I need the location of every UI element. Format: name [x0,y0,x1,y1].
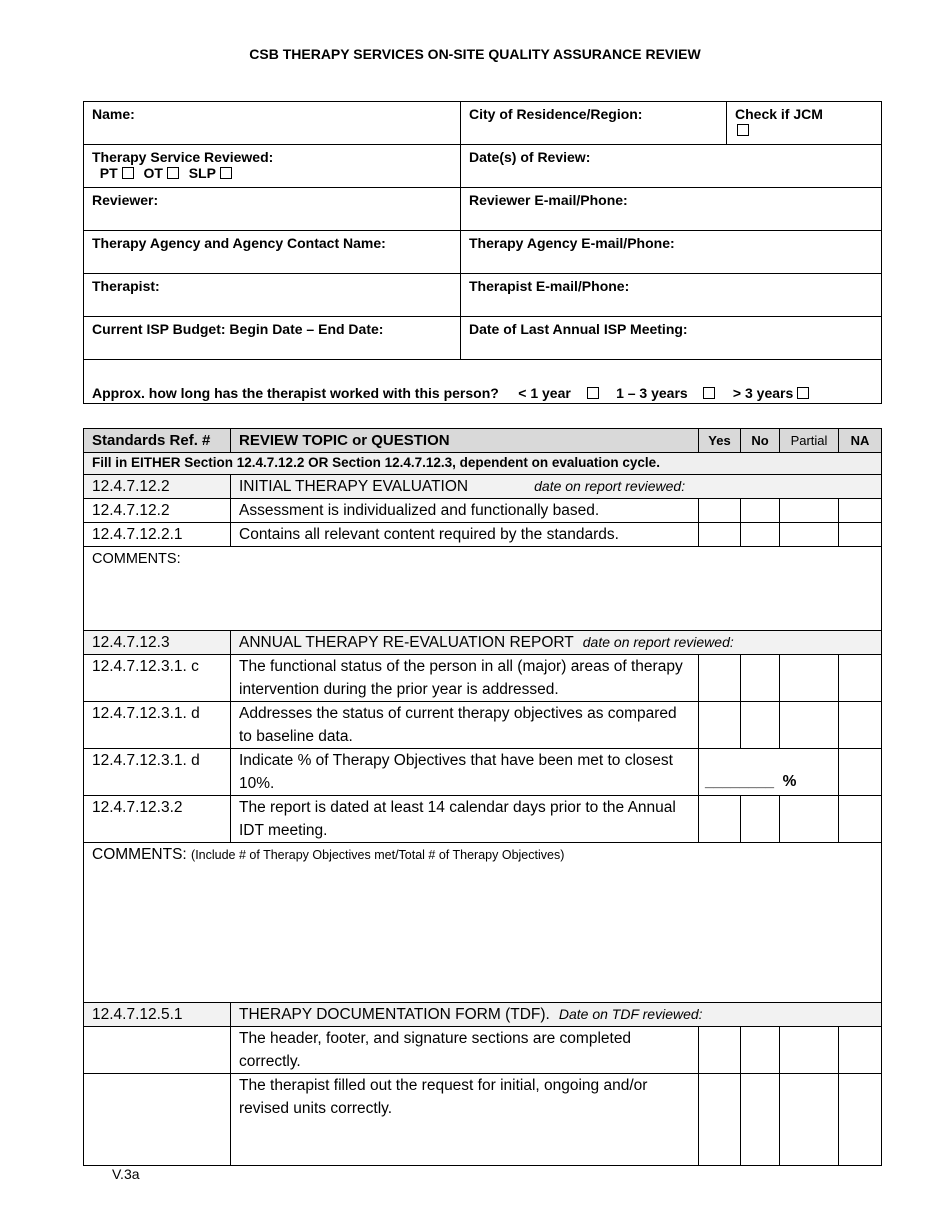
partial-cell[interactable] [780,499,839,523]
no-cell[interactable] [741,655,780,702]
table-row: 12.4.7.12.3.1. d Indicate % of Therapy Objectives that have been met to closest 10%. ________ % [84,749,882,796]
na-cell[interactable] [839,499,882,523]
section-ref: 12.4.7.12.3 [84,631,231,655]
pt-checkbox[interactable] [122,167,134,179]
header-no: No [741,429,780,453]
review-dates-field[interactable]: Date(s) of Review: [461,145,882,188]
under-1-year-checkbox[interactable] [587,387,599,399]
partial-cell[interactable] [780,655,839,702]
agency-field[interactable]: Therapy Agency and Agency Contact Name: [84,231,461,274]
header-partial: Partial [780,429,839,453]
budget-field[interactable]: Current ISP Budget: Begin Date – End Date: [84,317,461,360]
na-cell[interactable] [839,655,882,702]
yes-cell[interactable] [699,1027,741,1074]
partial-cell[interactable] [780,1027,839,1074]
partial-cell[interactable] [780,523,839,547]
partial-cell[interactable] [780,702,839,749]
version-label: V.3a [112,1166,140,1182]
agency-contact-field[interactable]: Therapy Agency E-mail/Phone: [461,231,882,274]
ot-checkbox[interactable] [167,167,179,179]
na-cell[interactable] [839,749,882,796]
duration-row: Approx. how long has the therapist worked with this person? < 1 year 1 – 3 years > 3 years [84,360,882,404]
partial-cell[interactable] [780,1074,839,1166]
jcm-field[interactable]: Check if JCM [727,102,882,145]
therapist-contact-field[interactable]: Therapist E-mail/Phone: [461,274,882,317]
table-row: 12.4.7.12.3.2 The report is dated at least 14 calendar days prior to the Annual IDT meeting. [84,796,882,843]
header-ref: Standards Ref. # [84,429,231,453]
slp-checkbox[interactable] [220,167,232,179]
therapist-field[interactable]: Therapist: [84,274,461,317]
no-cell[interactable] [741,523,780,547]
section-ref: 12.4.7.12.5.1 [84,1003,231,1027]
yes-cell[interactable] [699,796,741,843]
reviewer-field[interactable]: Reviewer: [84,188,461,231]
section-title: ANNUAL THERAPY RE-EVALUATION REPORT date on report reviewed: [231,631,882,655]
standards-table [83,428,882,1166]
na-cell[interactable] [839,702,882,749]
header-yes: Yes [699,429,741,453]
na-cell[interactable] [839,1074,882,1166]
table-row: 12.4.7.12.3.1. c The functional status of the person in all (major) areas of therapy intervention during the prior year is addressed. [84,655,882,702]
partial-cell[interactable] [780,796,839,843]
header-na: NA [839,429,882,453]
city-field[interactable]: City of Residence/Region: [461,102,727,145]
percent-entry[interactable]: ________ % [699,749,839,796]
service-field: Therapy Service Reviewed: PT OT SLP [84,145,461,188]
jcm-checkbox[interactable] [737,124,749,136]
section-title: INITIAL THERAPY EVALUATION date on report reviewed: [231,475,882,499]
reviewer-contact-field[interactable]: Reviewer E-mail/Phone: [461,188,882,231]
1-3-years-checkbox[interactable] [703,387,715,399]
no-cell[interactable] [741,499,780,523]
table-row: 12.4.7.12.2 Assessment is individualized and functionally based. [84,499,882,523]
yes-cell[interactable] [699,1074,741,1166]
yes-cell[interactable] [699,702,741,749]
na-cell[interactable] [839,523,882,547]
no-cell[interactable] [741,702,780,749]
table-row: 12.4.7.12.2.1 Contains all relevant content required by the standards. [84,523,882,547]
no-cell[interactable] [741,1074,780,1166]
no-cell[interactable] [741,1027,780,1074]
last-meeting-field[interactable]: Date of Last Annual ISP Meeting: [461,317,882,360]
name-field[interactable]: Name: [84,102,461,145]
table-row: 12.4.7.12.3.1. d Addresses the status of current therapy objectives as compared to baseline data. [84,702,882,749]
comments-box[interactable]: COMMENTS: (Include # of Therapy Objectives met/Total # of Therapy Objectives) [84,843,882,1003]
table-row: The header, footer, and signature sections are completed correctly. [84,1027,882,1074]
info-table [83,101,882,404]
section-title: THERAPY DOCUMENTATION FORM (TDF). Date on TDF reviewed: [231,1003,882,1027]
yes-cell[interactable] [699,523,741,547]
section-note: Fill in EITHER Section 12.4.7.12.2 OR Section 12.4.7.12.3, dependent on evaluation cycle. [84,453,882,475]
yes-cell[interactable] [699,655,741,702]
section-ref: 12.4.7.12.2 [84,475,231,499]
form-title: CSB THERAPY SERVICES ON-SITE QUALITY ASSURANCE REVIEW [249,46,701,62]
over-3-years-checkbox[interactable] [797,387,809,399]
yes-cell[interactable] [699,499,741,523]
table-row: The therapist filled out the request for initial, ongoing and/or revised units correctly. [84,1074,882,1166]
header-topic: REVIEW TOPIC or QUESTION [231,429,699,453]
comments-box[interactable]: COMMENTS: [84,547,882,631]
na-cell[interactable] [839,1027,882,1074]
no-cell[interactable] [741,796,780,843]
na-cell[interactable] [839,796,882,843]
